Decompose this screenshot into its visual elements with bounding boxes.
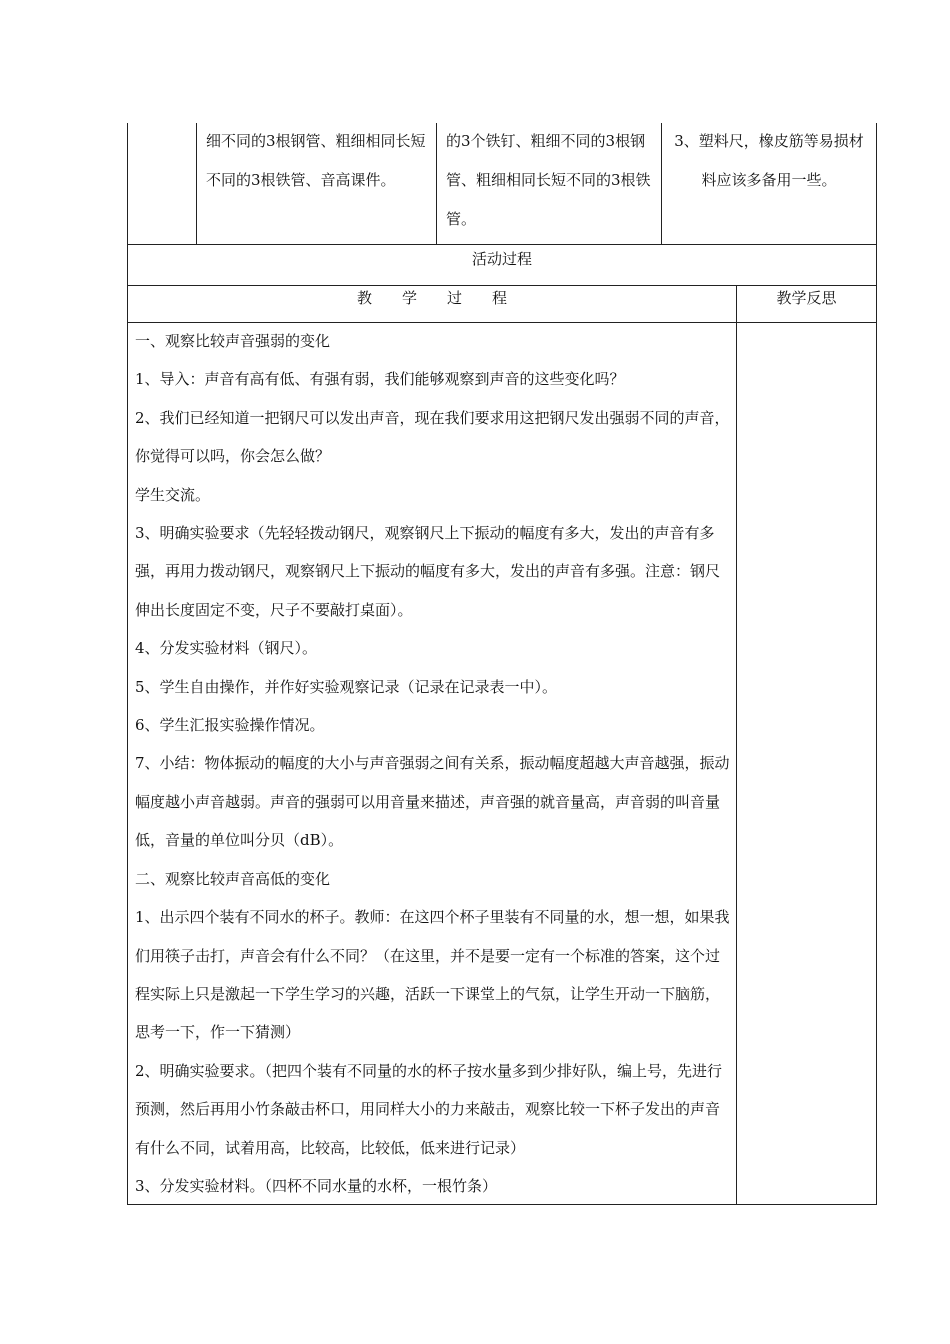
section-title: 活动过程 — [471, 250, 532, 268]
paragraph: 1、出示四个装有不同水的杯子。教师：在这四个杯子里装有不同量的水，想一想，如果我们用筷子击打，声音会有什么不同？（在这里，并不是要一定有一个标准的答案，这个过程实际上只是激起一下学生学习的兴趣，活跃一下课堂上的气氛，让学生开动一下脑筋，思考一下，作一下猜测） — [135, 908, 730, 1042]
paragraph: 2、明确实验要求。（把四个装有不同量的水的杯子按水量多到少排好队，编上号，先进行预测，然后再用小竹条敲击杯口，用同样大小的力来敲击，观察比较一下杯子发出的声音有什么不同，试着用高，比较高，比较低，低来进行记录） — [135, 1061, 723, 1157]
paragraph: 二、观察比较声音高低的变化 — [135, 869, 331, 888]
paragraph: 学生交流。 — [135, 485, 211, 504]
header-reflection: 教学反思 — [776, 289, 837, 307]
top-row-divider-1 — [196, 123, 197, 244]
paragraph: 5、学生自由操作，并作好实验观察记录（记录在记录表一中）。 — [135, 677, 558, 696]
teaching-process-content — [135, 322, 732, 1205]
paragraph: 一、观察比较声音强弱的变化 — [135, 332, 331, 350]
materials-cell-2 — [206, 122, 431, 200]
paragraph: 1、导入：声音有高有低、有强有弱，我们能够观察到声音的这些变化吗？ — [135, 370, 625, 389]
paragraph: 6、学生汇报实验操作情况。 — [135, 716, 325, 735]
materials-text-3: 的3个铁钉、粗细不同的3根钢管、粗细相同长短不同的3根铁管。 — [446, 132, 651, 228]
paragraph: 3、明确实验要求（先轻轻拨动钢尺，观察钢尺上下振动的幅度有多大，发出的声音有多强，再用力拨动钢尺，观察钢尺上下振动的幅度有多大，发出的声音有多强。注意：钢尺伸出长度固定不变，尺子不要敲打桌面）。 — [135, 524, 721, 619]
paragraph: 2、我们已经知道一把钢尺可以发出声音，现在我们要求用这把钢尺发出强弱不同的声音，你觉得可以吗，你会怎么做？ — [135, 408, 730, 466]
materials-text-2: 细不同的3根钢管、粗细相同长短不同的3根铁管、音高课件。 — [206, 132, 426, 189]
top-row-divider-2 — [436, 123, 437, 244]
top-row-divider-3 — [661, 123, 662, 244]
materials-cell-4 — [668, 122, 870, 200]
header-process: 教 学 过 程 — [356, 289, 507, 307]
paragraph: 4、分发实验材料（钢尺）。 — [135, 639, 318, 658]
paragraph: 3、分发实验材料。（四杯不同水量的水杯，一根竹条） — [135, 1176, 498, 1195]
materials-cell-3 — [446, 122, 656, 239]
reflection-divider — [736, 285, 737, 1205]
paragraph: 7、小结：物体振动的幅度的大小与声音强弱之间有关系，振动幅度超越大声音越强，振动幅度越小声音越弱。声音的强弱可以用音量来描述，声音强的就音量高，声音弱的叫音量低，音量的单位叫分贝（dB）。 — [135, 754, 730, 850]
materials-text-4: 3、塑料尺，橡皮筋等易损材料应该多备用一些。 — [674, 132, 864, 189]
